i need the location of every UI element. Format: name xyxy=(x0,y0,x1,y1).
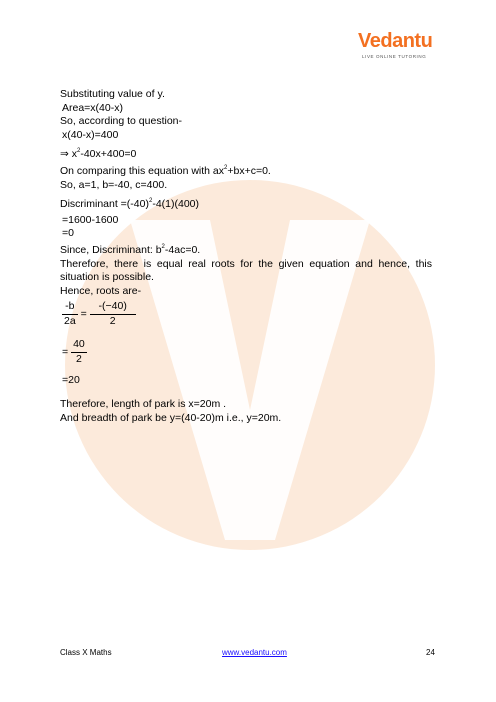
math-line: x(40-x)=400 xyxy=(62,128,119,141)
footer-class-label: Class X Maths xyxy=(60,648,112,657)
text-line: And breadth of park be y=(40-20)m i.e., y=20m. xyxy=(60,411,282,424)
text-line: So, according to question- xyxy=(60,115,182,128)
text-line: Since, Discriminant: $b^2-4ac=0$. xyxy=(60,243,201,256)
fraction: $\frac{-b}{2a}$ xyxy=(64,300,76,327)
text-line: Substituting value of y. xyxy=(60,88,165,100)
fraction: $\frac{-(-40)}{2}$ xyxy=(90,300,136,328)
fraction: $\frac{40}{2}$ xyxy=(73,338,85,365)
brand-tagline: LIVE ONLINE TUTORING xyxy=(362,54,427,59)
math-line: =20 xyxy=(62,374,80,387)
implies-arrow-icon: ⇒ xyxy=(60,148,69,161)
vedantu-logo xyxy=(358,30,438,64)
page-number: 24 xyxy=(426,648,435,657)
text-paragraph: Therefore, there is equal real roots for the given equation and hence, this situation is possible. xyxy=(60,257,432,284)
roots-fraction: = $\frac{40}{2}$ xyxy=(62,338,85,365)
roots-fraction: $\frac{-b}{2a}$ = $\frac{-(-40)}{2}$ xyxy=(60,300,432,330)
math-line: =1600-1600 xyxy=(62,213,119,226)
math-line: =0 xyxy=(62,227,74,240)
text-line: Hence, roots are- xyxy=(60,284,142,297)
text-line: So, a=1, b=-40, c=400. xyxy=(60,178,168,191)
math-line: ⇒ $x^2-40x+400=0$ xyxy=(60,148,137,161)
solution-content xyxy=(60,88,432,425)
text-line: On comparing this equation with $ax^2+bx+c=0$. xyxy=(60,164,271,177)
brand-name: Vedantu xyxy=(358,30,433,52)
website-link[interactable]: www.vedantu.com xyxy=(222,648,287,657)
footer-link[interactable] xyxy=(222,648,287,657)
math-line: Discriminant $=(-40)^2-4(1)(400)$ xyxy=(60,198,200,211)
text-line: Therefore, length of park is x=20m . xyxy=(60,397,227,410)
math-line: Area=x(40-x) xyxy=(62,101,123,114)
